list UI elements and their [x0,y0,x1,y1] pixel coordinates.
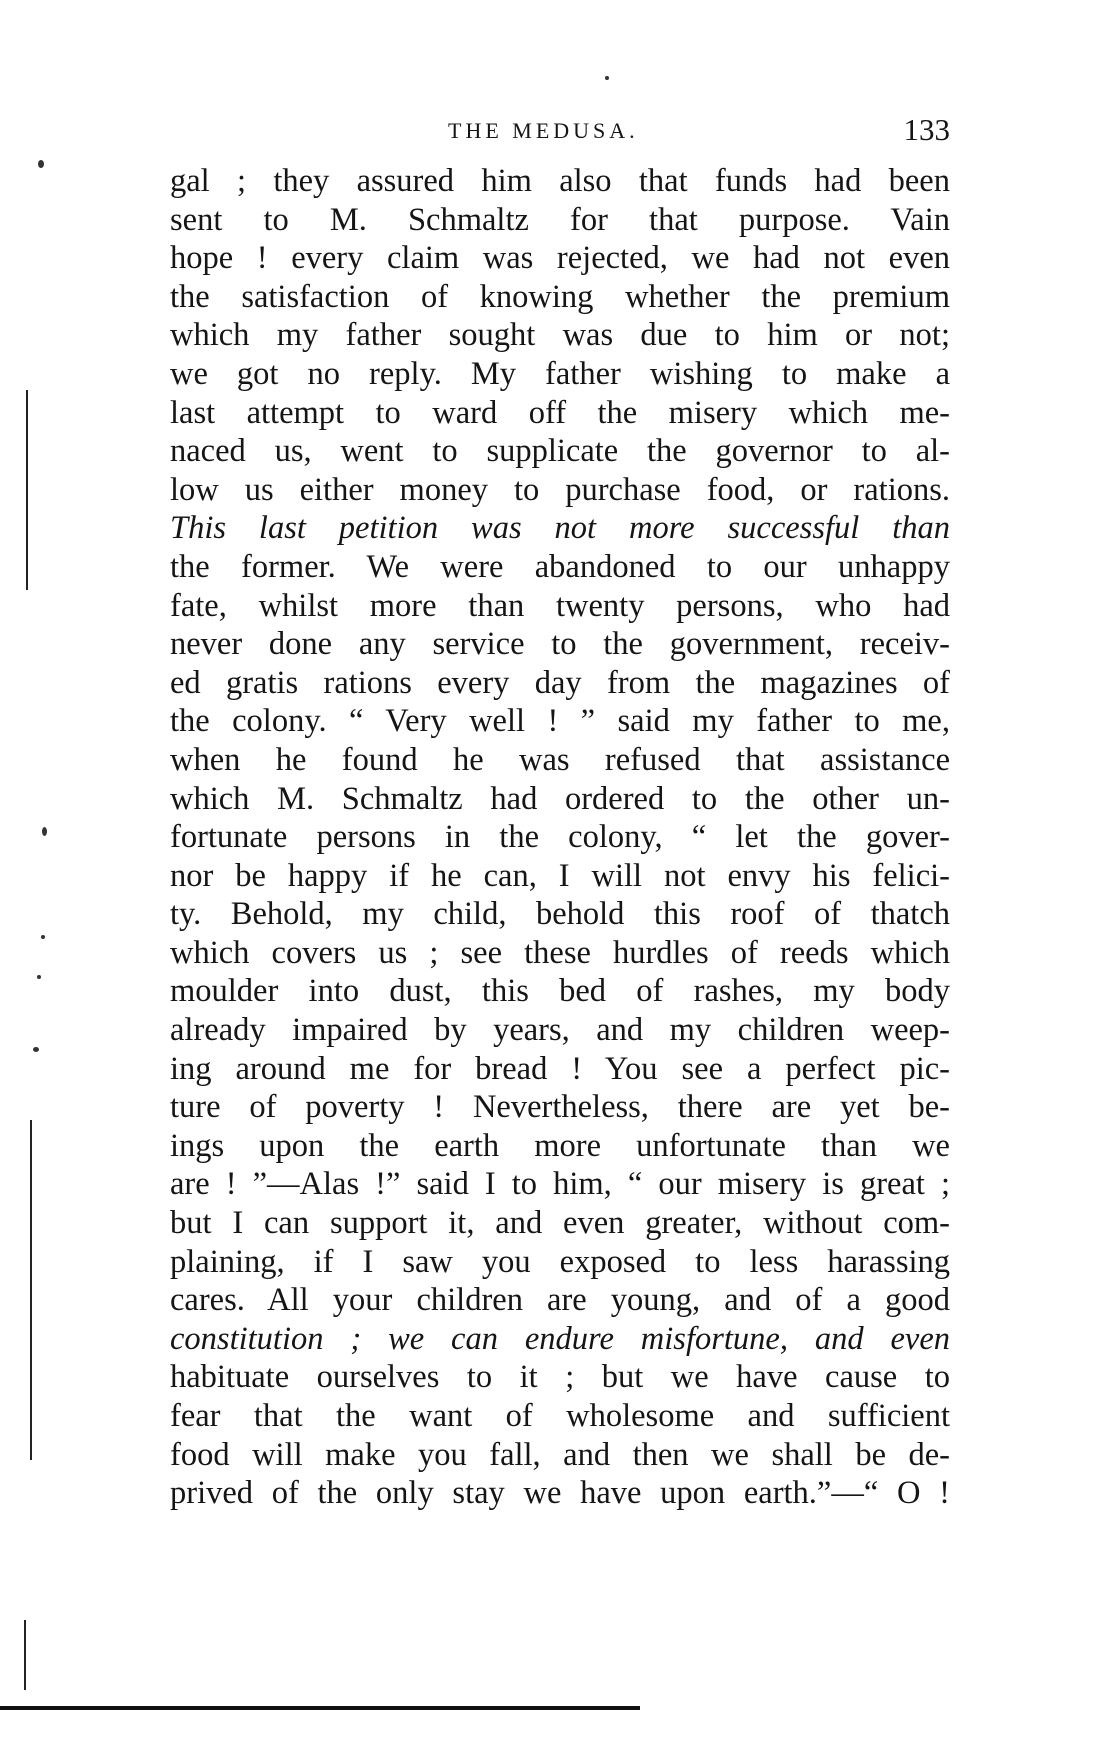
text-line: which covers us ; see these hurdles of reeds which [170,934,950,971]
text-line: the satisfaction of knowing whether the premium [170,278,950,315]
text-line: naced us, went to supplicate the governor to al- [170,433,950,470]
text-line: already impaired by years, and my children weep- [170,1012,950,1049]
text-line: ty. Behold, my child, behold this roof of thatch [170,896,950,933]
ink-speck [42,827,47,836]
text-line: when he found he was refused that assistance [170,741,950,778]
body-text [170,162,950,1513]
text-line: we got no reply. My father wishing to make a [170,355,950,392]
bottom-edge-rule [0,1706,640,1710]
text-line: ing around me for bread ! You see a perfect pic- [170,1050,950,1087]
text-line: but I can support it, and even greater, without com- [170,1205,950,1242]
ink-speck [38,160,44,168]
text-line: ed gratis rations every day from the magazines of [170,664,950,701]
text-line: the colony. “ Very well ! ” said my father to me, [170,703,950,740]
ink-speck [37,975,41,979]
text-line: moulder into dust, this bed of rashes, my body [170,973,950,1010]
ink-speck [605,76,609,80]
page-number: 133 [903,112,950,147]
text-line: are ! ”—Alas !” said I to him, “ our misery is great ; [170,1166,950,1203]
text-line: food will make you fall, and then we shall be de- [170,1436,950,1473]
text-line: fortunate persons in the colony, “ let the gover- [170,819,950,856]
text-line-italic: This last petition was not more successful than [170,510,950,547]
text-line: gal ; they assured him also that funds had been [170,163,950,199]
text-line: fear that the want of wholesome and sufficient [170,1398,950,1434]
text-line: never done any service to the government, receiv- [170,626,950,663]
running-head [170,112,950,152]
text-line: which my father sought was due to him or not; [170,317,950,354]
gutter-rule [26,390,28,590]
gutter-rule [30,1120,32,1460]
text-line: sent to M. Schmaltz for that purpose. Vain [170,201,950,238]
text-line: hope ! every claim was rejected, we had not even [170,240,950,277]
text-line: plaining, if I saw you exposed to less harassing [170,1243,950,1280]
running-head-title: THE MEDUSA. [448,118,639,143]
text-line: prived of the only stay we have upon earth.”—“ O ! [170,1475,950,1512]
text-line: nor be happy if he can, I will not envy his felici- [170,857,950,894]
text-line: ings upon the earth more unfortunate than we [170,1127,950,1164]
text-line-italic: constitution ; we can endure misfortune, and even [170,1320,950,1357]
ink-speck [33,1047,39,1052]
text-line: the former. We were abandoned to our unhappy [170,548,950,585]
ink-speck [41,935,45,939]
gutter-rule [24,1620,26,1690]
text-line: fate, whilst more than twenty persons, who had [170,587,950,624]
text-line: low us either money to purchase food, or rations. [170,471,950,508]
text-line: cares. All your children are young, and of a good [170,1282,950,1319]
text-line: habituate ourselves to it ; but we have cause to [170,1359,950,1396]
text-line: which M. Schmaltz had ordered to the other un- [170,780,950,817]
text-line: last attempt to ward off the misery which me- [170,394,950,431]
text-line: ture of poverty ! Nevertheless, there are yet be- [170,1089,950,1126]
